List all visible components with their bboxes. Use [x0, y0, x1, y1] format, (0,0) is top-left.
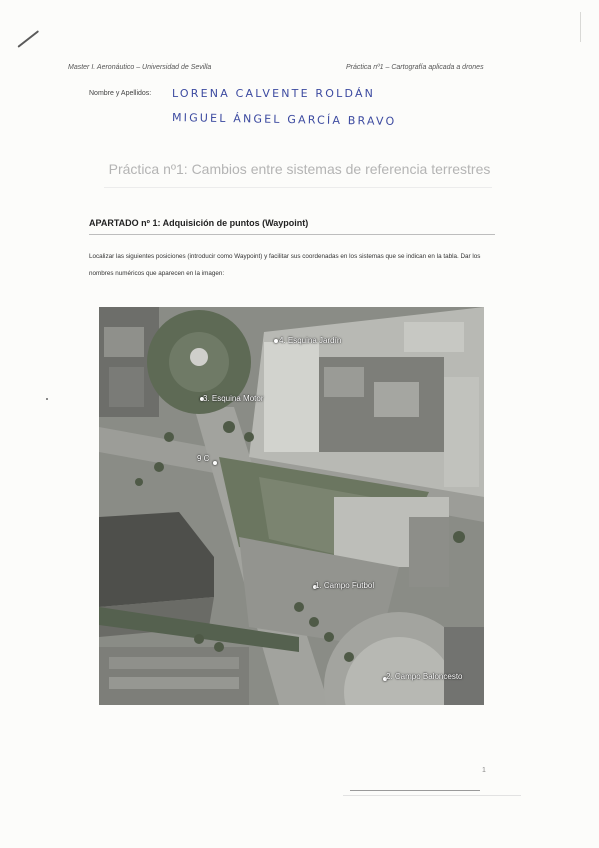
handwritten-name-2: MIGUEL ÁNGEL GARCÍA BRAVO	[171, 111, 397, 128]
aerial-map-image	[99, 307, 484, 705]
footer-line-light	[343, 795, 521, 796]
scan-edge-mark	[580, 12, 581, 42]
waypoint-9-label: 9 C	[197, 454, 210, 463]
page-number: 1	[482, 767, 486, 774]
waypoint-4-label: 4. Esquina Jardín	[279, 336, 342, 345]
waypoint-2-label: 2. Campo Baloncesto	[386, 672, 463, 681]
header-practice: Práctica nº1 – Cartografía aplicada a drones	[346, 64, 484, 71]
waypoint-1-label: 1. Campo Futbol	[315, 581, 375, 590]
pen-mark	[17, 30, 39, 48]
name-field-label: Nombre y Apellidos:	[89, 90, 152, 97]
instructions-paragraph: Localizar las siguientes posiciones (introducir como Waypoint) y facilitar sus coordenadas en los sistemas que se indican en la tabla. Dar los nombres numéricos que aparecen en la imagen:	[89, 253, 481, 277]
aerial-map-graphic	[99, 307, 484, 705]
waypoint-9-marker	[213, 461, 217, 465]
title-divider	[104, 187, 492, 188]
waypoint-3-label: 3. Esquina Motor	[203, 394, 264, 403]
section-heading: APARTADO nº 1: Adquisición de puntos (Waypoint)	[89, 218, 309, 228]
section-divider	[89, 234, 495, 235]
footer-line	[350, 790, 480, 791]
header-institution: Master I. Aeronáutico – Universidad de Sevilla	[68, 64, 212, 71]
scan-speck	[46, 398, 48, 400]
document-title: Práctica nº1: Cambios entre sistemas de referencia terrestres	[108, 161, 491, 177]
waypoint-4-marker	[274, 339, 278, 343]
handwritten-name-1: LORENA CALVENTE ROLDÁN	[172, 87, 376, 100]
